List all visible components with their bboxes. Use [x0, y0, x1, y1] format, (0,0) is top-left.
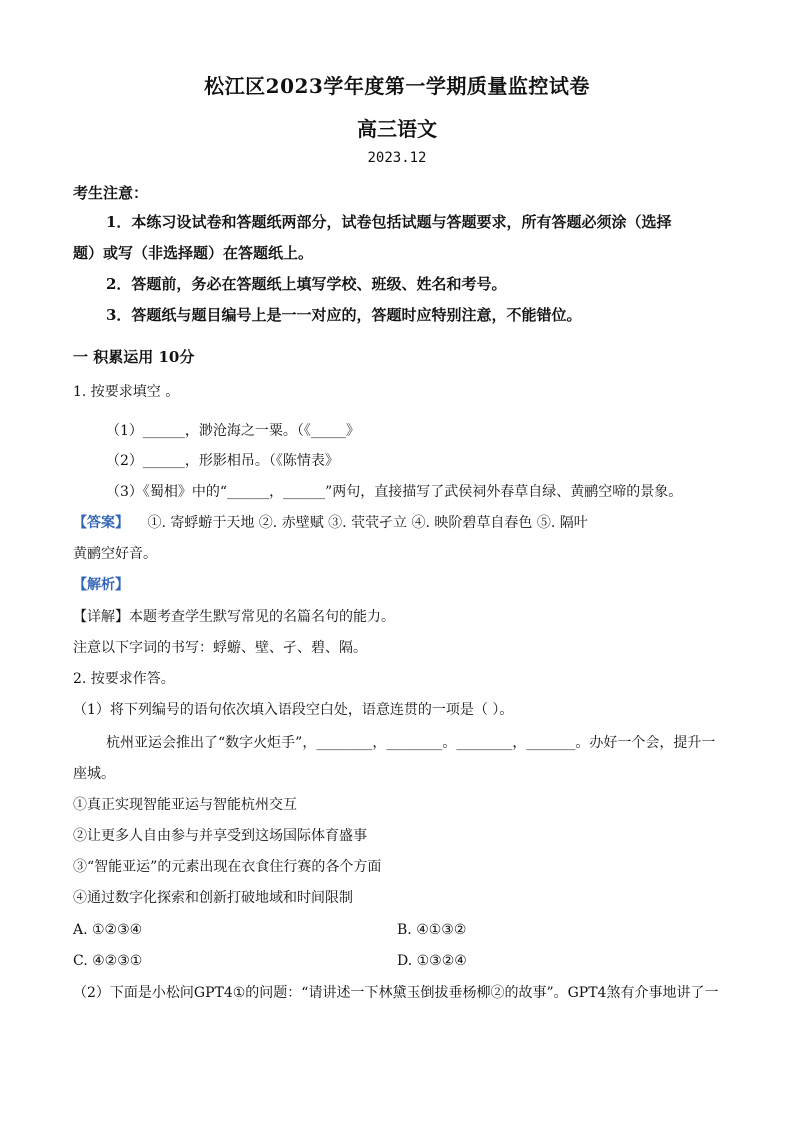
- answer-label: 【答案】: [73, 515, 129, 531]
- section-heading: 一 积累运用 10分: [73, 348, 195, 366]
- notice-item-1-cont: 题）或写（非选择题）在答题纸上。: [73, 244, 314, 262]
- sentence-1: ①真正实现智能亚运与智能杭州交互: [73, 797, 297, 813]
- option-a: A. ①②③④: [73, 922, 143, 938]
- notice-heading: 考生注意：: [73, 184, 149, 202]
- answer-line: [73, 513, 723, 533]
- notice-item-2: 2．答题前，务必在答题纸上填写学校、班级、姓名和考号。: [106, 275, 507, 293]
- exam-title: 松江区2023学年度第一学期质量监控试卷: [204, 74, 590, 98]
- notice-item-3: 3．答题纸与题目编号上是一一对应的，答题时应特别注意，不能错位。: [106, 306, 582, 324]
- question-1-prompt: 1. 按要求填空 。: [73, 384, 180, 400]
- sentence-3: ③“智能亚运”的元素出现在衣食住行赛的各个方面: [73, 859, 382, 875]
- question-2-prompt: 2. 按要求作答。: [73, 671, 175, 687]
- question-2-passage-cont: 座城。: [73, 766, 115, 782]
- answer-text: ①. 寄蜉蝣于天地 ②. 赤壁赋 ③. 茕茕孑立 ④. 映阶碧草自春色 ⑤. 隔叶: [147, 515, 588, 531]
- analysis-label: 【解析】: [73, 577, 129, 593]
- notice-item-1: 1．本练习设试卷和答题纸两部分，试卷包括试题与答题要求，所有答题必须涂（选择: [106, 213, 672, 231]
- question-2-passage: 杭州亚运会推出了“数字火炬手”，________，________。________，_______。办好一个会，提升一: [106, 735, 716, 751]
- answer-line-cont: 黄鹂空好音。: [73, 546, 157, 562]
- analysis-note: 注意以下字词的书写：蜉蝣、壁、孑、碧、隔。: [73, 640, 367, 656]
- question-1-sub-2: （2）______，形影相吊。（《陈情表》: [106, 453, 339, 469]
- exam-subject: 高三语文: [357, 117, 437, 141]
- option-d: D. ①③②④: [397, 953, 467, 969]
- option-b: B. ④①③②: [397, 922, 467, 938]
- question-1-sub-3: （3）《蜀相》中的“______，______”两句，直接描写了武侯祠外春草自绿、黄鹂空啼的景象。: [106, 484, 683, 500]
- sentence-2: ②让更多人自由参与并享受到这场国际体育盛事: [73, 828, 367, 844]
- question-2-sub-2: （2）下面是小松问GPT4①的问题：“请讲述一下林黛玉倒拔垂杨柳②的故事”。GPT4煞有介事地讲了一: [73, 985, 719, 1001]
- question-2-sub-1: （1）将下列编号的语句依次填入语段空白处，语意连贯的一项是（ ）。: [73, 702, 514, 718]
- option-c: C. ④②③①: [73, 953, 143, 969]
- exam-date: 2023.12: [367, 150, 427, 166]
- analysis-detail: 【详解】本题考查学生默写常见的名篇名句的能力。: [73, 609, 395, 625]
- question-1-sub-1: （1）______，渺沧海之一粟。（《_____》: [106, 423, 360, 439]
- sentence-4: ④通过数字化探索和创新打破地域和时间限制: [73, 890, 353, 906]
